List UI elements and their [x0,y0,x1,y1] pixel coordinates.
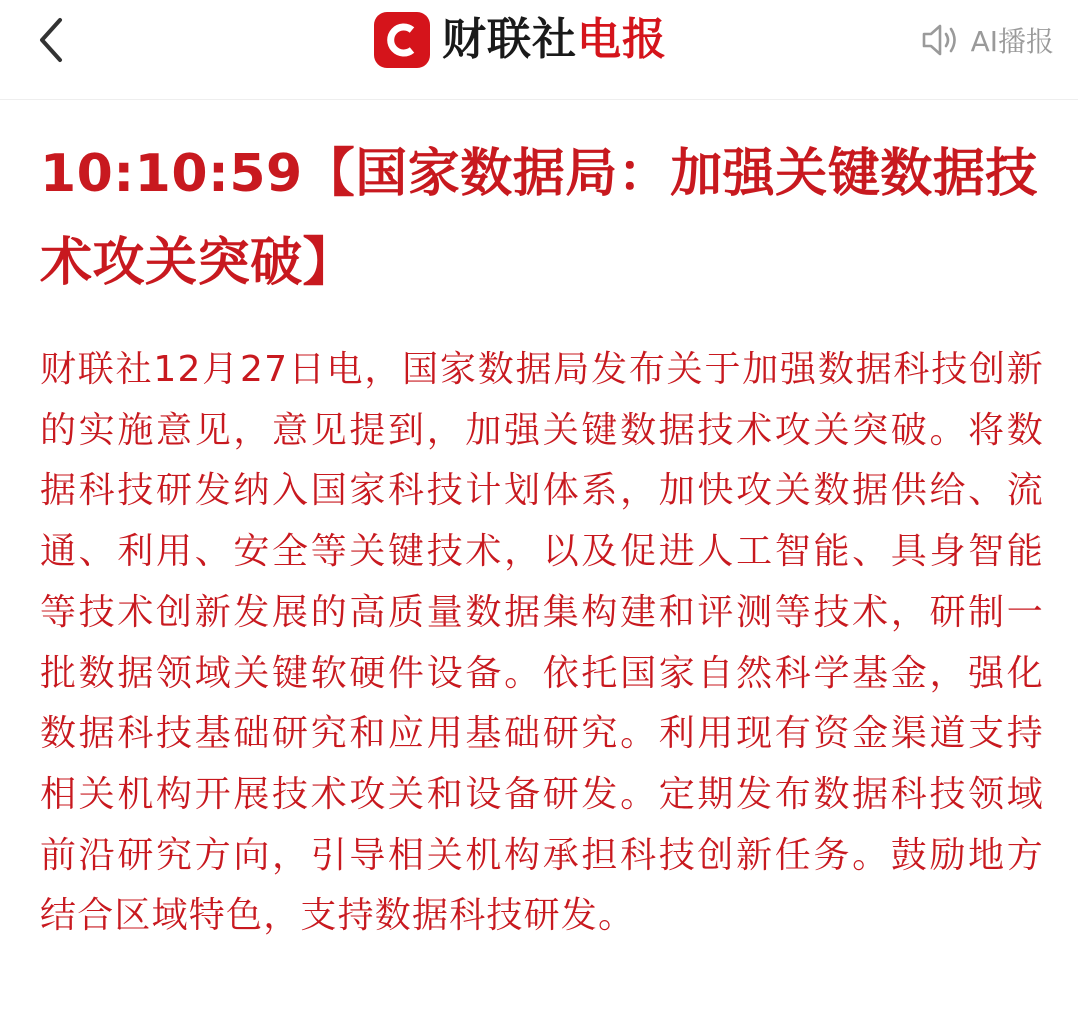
ai-broadcast-label: AI播报 [970,25,1054,58]
brand-name-primary: 财联社 [442,14,577,65]
cailian-c-logo-icon [374,12,430,68]
article-title: 【国家数据局：加强关键数据技术攻关突破】 [40,144,1038,293]
top-navigation-bar [0,0,1078,100]
article-body: 财联社12月27日电，国家数据局发布关于加强数据科技创新的实施意见，意见提到，加强关键数据技术攻关突破。将数据科技研发纳入国家科技计划体系，加快攻关数据供给、流通、利用、安全等关键技术，以及促进人工智能、具身智能等技术创新发展的高质量数据集构建和评测等技术，研制一批数据领域关键软硬件设备。依托国家自然科学基金，强化数据科技基础研究和应用基础研究。利用现有资金渠道支持相关机构开展技术攻关和设备研发。定期发布数据科技领域前沿研究方向，引导相关机构承担科技创新任务。鼓励地方结合区域特色，支持数据科技研发。 [40,349,1044,937]
brand-name [442,12,667,68]
speaker-icon [921,22,961,58]
brand-name-telegraph: 电报 [577,14,667,65]
chevron-left-icon [32,14,72,66]
ai-broadcast-button[interactable] [921,18,1054,62]
brand-logo [374,9,667,71]
back-button[interactable] [20,8,84,72]
article-headline [40,130,1040,308]
article-time: 10:10:59 [40,144,303,204]
